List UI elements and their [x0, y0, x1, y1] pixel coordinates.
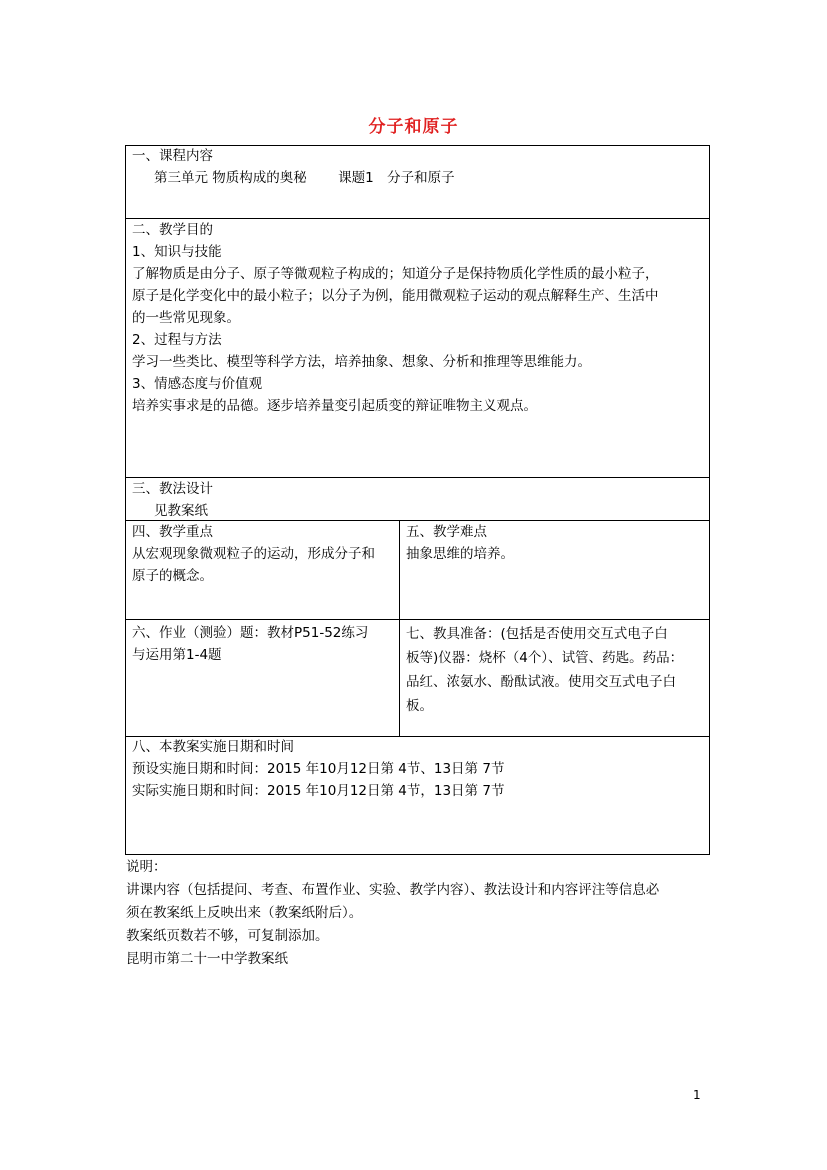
column-divider [399, 520, 400, 736]
key-points-line: 原子的概念。 [132, 568, 213, 584]
course-content-heading: 一、课程内容 [132, 148, 213, 164]
schedule-heading: 八、本教案实施日期和时间 [132, 739, 294, 755]
notes-line: 教案纸页数若不够，可复制添加。 [126, 928, 329, 944]
notes-line: 讲课内容（包括提问、考查、布置作业、实验、教学内容）、教法设计和内容评注等信息必 [126, 882, 660, 898]
knowledge-heading: 1、知识与技能 [132, 244, 222, 260]
process-heading: 2、过程与方法 [132, 332, 222, 348]
method-line: 见教案纸 [154, 503, 208, 519]
section-method [132, 478, 702, 522]
equipment-line: 品红、浓氨水、酚酞试液。使用交互式电子白 [406, 674, 676, 690]
section-homework [132, 622, 396, 666]
equipment-line: 板。 [406, 698, 433, 714]
section-key-points [132, 521, 396, 587]
section-schedule [132, 736, 708, 802]
section-teaching-goals [132, 219, 708, 417]
equipment-line: 板等)仪器：烧杯（4个）、试管、药匙。药品： [406, 650, 684, 666]
section-course-content [132, 145, 702, 189]
key-points-line: 从宏观现象微观粒子的运动，形成分子和 [132, 546, 375, 562]
notes-line: 须在教案纸上反映出来（教案纸附后）。 [126, 905, 363, 921]
section-difficulties [406, 521, 706, 565]
knowledge-line: 的一些常见现象。 [132, 310, 240, 326]
homework-line: 六、作业（测验）题：教材P51-52练习 [132, 625, 369, 641]
attitude-line: 培养实事求是的品德。逐步培养量变引起质变的辩证唯物主义观点。 [132, 398, 537, 414]
homework-line: 与运用第1-4题 [132, 647, 222, 663]
key-points-heading: 四、教学重点 [132, 524, 213, 540]
attitude-heading: 3、情感态度与价值观 [132, 376, 263, 392]
method-heading: 三、教法设计 [132, 481, 213, 497]
equipment-line: 七、教具准备：(包括是否使用交互式电子白 [406, 626, 668, 642]
notes-block [126, 856, 716, 971]
notes-heading: 说明： [126, 859, 167, 875]
difficulties-line: 抽象思维的培养。 [406, 546, 514, 562]
process-line: 学习一些类比、模型等科学方法，培养抽象、想象、分析和推理等思维能力。 [132, 354, 591, 370]
schedule-planned: 预设实施日期和时间：2015 年10月12日第 4节、13日第 7节 [132, 761, 505, 777]
difficulties-heading: 五、教学难点 [406, 524, 487, 540]
course-content-line: 第三单元 物质构成的奥秘 课题1 分子和原子 [154, 170, 455, 186]
document-title: 分子和原子 [368, 117, 459, 137]
notes-line: 昆明市第二十一中学教案纸 [126, 951, 288, 967]
schedule-actual: 实际实施日期和时间：2015 年10月12日第 4节，13日第 7节 [132, 783, 505, 799]
page-number: 1 [693, 1088, 701, 1102]
goals-heading: 二、教学目的 [132, 222, 213, 238]
lesson-plan-table [125, 145, 710, 855]
row-divider [126, 619, 709, 620]
knowledge-line: 原子是化学变化中的最小粒子；以分子为例，能用微观粒子运动的观点解释生产、生活中 [132, 288, 659, 304]
section-equipment [406, 622, 708, 718]
knowledge-line: 了解物质是由分子、原子等微观粒子构成的；知道分子是保持物质化学性质的最小粒子， [132, 266, 659, 282]
